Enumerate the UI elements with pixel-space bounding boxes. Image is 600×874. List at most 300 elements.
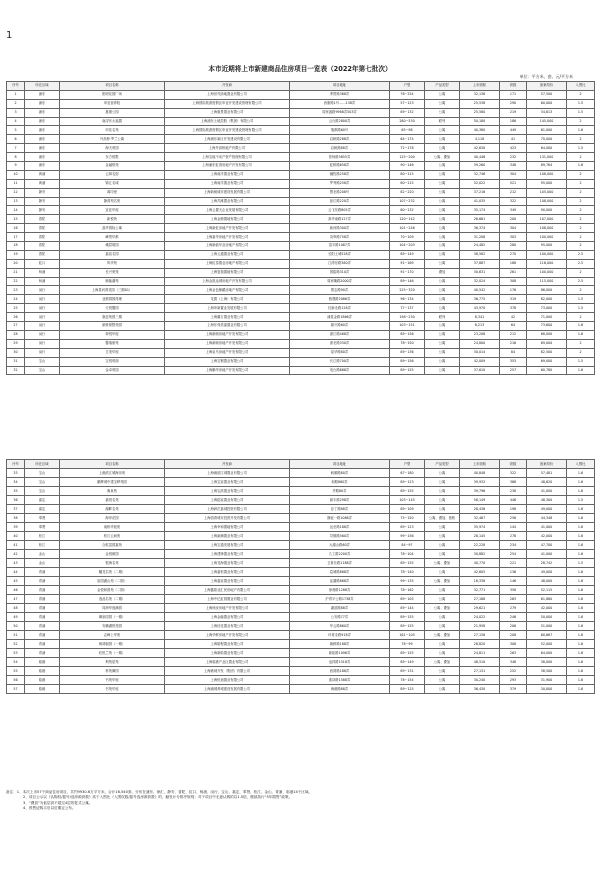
column-header: 备案均价 — [527, 82, 567, 91]
table-cell: 120~142 — [390, 215, 425, 224]
table-cell: 31,208 — [460, 233, 500, 242]
table-row — [7, 676, 595, 685]
table-cell: 42 — [7, 550, 25, 559]
table-cell: 279 — [500, 604, 527, 613]
table-cell: 黄浦 — [25, 179, 60, 188]
table-cell: 青浦 — [25, 640, 60, 649]
table-cell: 73,000 — [527, 304, 567, 313]
table-cell: 1.6 — [567, 162, 595, 171]
table-cell: 90~146 — [390, 162, 425, 171]
table-cell: 上海新能华业房地产有限公司 — [165, 242, 290, 251]
table-cell: 1.6 — [567, 640, 595, 649]
table-cell: 岚皋路758弄 — [290, 233, 390, 242]
table-cell: 杨浦 — [25, 277, 60, 286]
table-cell: 上海金鼎置地有限公司 — [165, 215, 290, 224]
table-cell: 1.6 — [567, 631, 595, 640]
table-cell: 公寓 — [425, 224, 460, 233]
table-cell: 公寓 — [425, 295, 460, 304]
table-cell: 松江 — [25, 541, 60, 550]
table-cell: 青浦 — [25, 595, 60, 604]
table-cell: 108,000 — [527, 197, 567, 206]
table-cell: 2 — [567, 224, 595, 233]
table-cell: 89~155 — [390, 366, 425, 375]
table-cell: 1.6 — [567, 322, 595, 331]
table-cell: 科苑御园 — [60, 667, 165, 676]
table-cell: 龙置（上海）有限公司 — [165, 295, 290, 304]
table-cell: 10 — [7, 170, 25, 179]
table-cell: 上海国际旅游度假区申亚开发建设管理有限公司 — [165, 99, 290, 108]
table-row — [7, 649, 595, 658]
table-cell: 34,613 — [527, 108, 567, 117]
table-cell: 上海嘉宸置业有限公司 — [165, 577, 290, 586]
table-cell: 40,380 — [460, 126, 500, 135]
table-cell: 天悦馨园 — [60, 304, 165, 313]
table-cell: 普陀 — [25, 250, 60, 259]
table-cell: 上海世茂绿地置业有限公司 — [165, 90, 290, 99]
table-cell: 上海星河湾花园（三期01） — [60, 286, 165, 295]
column-header: 开发商 — [165, 460, 290, 469]
table-cell: 东方悦墅 — [60, 153, 165, 162]
table-cell: 4 — [7, 117, 25, 126]
table-row — [7, 144, 595, 153]
table-cell: 2 — [567, 188, 595, 197]
table-cell: 云林名邸 — [60, 170, 165, 179]
table-cell: 78~150 — [390, 339, 425, 348]
table-cell: 24,800 — [460, 339, 500, 348]
table-cell: 公寓 — [425, 685, 460, 694]
table-cell: 29 — [7, 339, 25, 348]
table-cell: 86,000 — [527, 286, 567, 295]
table-cell: 24,022 — [460, 613, 500, 622]
table-cell: 37,610 — [460, 366, 500, 375]
table-cell: 1.5 — [567, 559, 595, 568]
table-row — [7, 631, 595, 640]
table-cell: 36 — [7, 496, 25, 505]
table-cell: 234 — [500, 541, 527, 550]
column-header: 户型 — [390, 82, 425, 91]
table-cell: 临港 — [25, 658, 60, 667]
table-cell: 35,974 — [460, 523, 500, 532]
table-cell: 南桥华庭苑 — [60, 523, 165, 532]
table-cell: 270 — [500, 250, 527, 259]
table-cell: 42,009 — [460, 357, 500, 366]
table-cell: 海港路88弄 — [290, 685, 390, 694]
table-cell: 罗秀路258弄 — [290, 179, 390, 188]
table-cell: 64,000 — [527, 649, 567, 658]
table-cell: 58,149 — [460, 496, 500, 505]
table-cell: 33 — [7, 469, 25, 478]
table-cell: 78~140 — [390, 568, 425, 577]
table-cell: 31 — [7, 357, 25, 366]
table-cell: 大湖山路60弄 — [290, 541, 390, 550]
table-cell: 41 — [7, 541, 25, 550]
table-cell: 2 — [567, 313, 595, 322]
table-cell: 公寓 — [425, 135, 460, 144]
table-cell: 89~131 — [390, 667, 425, 676]
table-cell: 7 — [7, 144, 25, 153]
table-cell: 宸园湖山苑（二期） — [60, 577, 165, 586]
table-cell: 27,188 — [460, 595, 500, 604]
table-row — [7, 153, 595, 162]
table-cell: 浦东 — [25, 126, 60, 135]
table-cell: 32,136 — [460, 90, 500, 99]
table-cell: 42,605 — [460, 568, 500, 577]
table-cell: 公寓 — [425, 90, 460, 99]
table-cell: 89~155 — [390, 559, 425, 568]
table-cell: 临港 — [25, 685, 60, 694]
table-cell: 申亚营养院 — [60, 99, 165, 108]
table-cell: 1.6 — [567, 676, 595, 685]
table-cell: 41 — [500, 135, 527, 144]
table-cell: 1.6 — [567, 649, 595, 658]
column-header: 产品类型 — [425, 82, 460, 91]
table-cell: 2 — [7, 99, 25, 108]
table-cell: 188 — [500, 259, 527, 268]
table-cell: 1.6 — [567, 595, 595, 604]
table-cell: 公寓、叠加 — [425, 631, 460, 640]
table-cell: 公寓 — [425, 108, 460, 117]
table-cell: 2.5 — [567, 277, 595, 286]
table-cell: 湖畔名苑 — [60, 505, 165, 514]
table-cell: 周家渡路9988弄503弄 — [290, 108, 390, 117]
table-cell: 108,000 — [527, 170, 567, 179]
table-cell: 15 — [7, 215, 25, 224]
table-cell: 和路860弄 — [290, 478, 390, 487]
table-row — [7, 487, 595, 496]
table-cell: 2 — [567, 268, 595, 277]
table-cell: 1.6 — [567, 577, 595, 586]
unit-note: 单位：平方米、套、元/平方米 — [519, 74, 573, 79]
table-cell: 启帆路288弄 — [290, 135, 390, 144]
table-cell: 22,228 — [460, 541, 500, 550]
table-cell: 2 — [567, 170, 595, 179]
table-cell: 30,882 — [460, 550, 500, 559]
table-cell: 嘉定 — [25, 496, 60, 505]
table-cell: 青浦 — [25, 631, 60, 640]
table-cell: 89~149 — [390, 250, 425, 259]
table-cell: 青浦 — [25, 577, 60, 586]
table-cell: 上海惠景置业有限公司 — [165, 108, 290, 117]
table-row — [7, 532, 595, 541]
page-number: 1 — [6, 30, 13, 41]
table-cell: 13 — [7, 197, 25, 206]
table-cell: 上海宝钢置业有限公司 — [165, 357, 290, 366]
table-cell: 108,000 — [527, 224, 567, 233]
table-cell: 公寓 — [425, 586, 460, 595]
table-cell: 100,000 — [527, 250, 567, 259]
table-cell: 国铭路310弄 — [290, 268, 390, 277]
table-cell: 254 — [500, 550, 527, 559]
column-header: 序号 — [7, 82, 25, 91]
table-row — [7, 330, 595, 339]
table-cell: 146 — [500, 577, 527, 586]
table-cell: 17 — [7, 233, 25, 242]
table-cell: 80~115 — [390, 179, 425, 188]
table-cell: 2 — [567, 348, 595, 357]
column-header: 备案均价 — [527, 460, 567, 469]
table-cell: 宜佳华庭 — [60, 206, 165, 215]
table-cell: 1.6 — [567, 532, 595, 541]
table-row — [7, 295, 595, 304]
table-row — [7, 268, 595, 277]
table-cell: 77~137 — [390, 304, 425, 313]
table-cell: 新悦苑 — [60, 215, 165, 224]
table-cell: 246 — [500, 613, 527, 622]
table-cell: 37,216 — [460, 188, 500, 197]
table-cell: 奉贤 — [25, 523, 60, 532]
table-cell: 公寓 — [425, 188, 460, 197]
table-cell: 293 — [500, 676, 527, 685]
table-cell: 53 — [7, 649, 25, 658]
table-cell: 70~109 — [390, 233, 425, 242]
table-cell: 志峰上华苑 — [60, 631, 165, 640]
table-cell: 松江 — [25, 532, 60, 541]
table-cell: 16 — [7, 224, 25, 233]
table-row — [7, 505, 595, 514]
table-cell: 星华路80弄 — [290, 348, 390, 357]
table-cell: 虹桥路658弄 — [290, 162, 390, 171]
table-cell: 书苑华庭 — [60, 676, 165, 685]
table-cell: 14 — [7, 206, 25, 215]
table-cell: 89~123 — [390, 523, 425, 532]
table-row — [7, 135, 595, 144]
table-cell: 公寓 — [425, 126, 460, 135]
table-cell: 26,661 — [460, 215, 500, 224]
table-cell: 浦东 — [25, 99, 60, 108]
table-cell: 56 — [7, 676, 25, 685]
table-cell: 上海幸和置地有限公司 — [165, 523, 290, 532]
table-cell: 89~105 — [390, 595, 425, 604]
table-cell: 36,374 — [460, 224, 500, 233]
table-cell: 95,000 — [527, 242, 567, 251]
table-cell: 公寓 — [425, 469, 460, 478]
table-cell: 蟠龙名苑（二期） — [60, 568, 165, 577]
table-cell: 上海金色鼎藏房地产有限公司 — [165, 286, 290, 295]
table-cell: 公寓 — [425, 640, 460, 649]
table-cell: 上海东苑美嘉置业有限公司 — [165, 322, 290, 331]
table-cell: 54 — [7, 658, 25, 667]
table-cell: 浦东 — [25, 108, 60, 117]
table-row — [7, 604, 595, 613]
table-cell: 浙江路468弄 — [290, 330, 390, 339]
table-row — [7, 242, 595, 251]
table-cell: 上海云置天企业发展有限公司 — [165, 206, 290, 215]
table-cell: 11 — [7, 179, 25, 188]
table-cell: 101~246 — [390, 224, 425, 233]
table-cell: 290 — [500, 99, 527, 108]
table-cell: 2 — [567, 286, 595, 295]
table-cell: 24,482 — [460, 242, 500, 251]
table-row — [7, 577, 595, 586]
table-cell: 晶华园际公寓 — [60, 224, 165, 233]
table-cell: 89~146 — [390, 277, 425, 286]
table-cell: 60,780 — [527, 366, 567, 375]
table-cell: 18,338 — [460, 577, 500, 586]
table-cell: 107~232 — [390, 197, 425, 206]
table-cell: 2 — [567, 233, 595, 242]
table-cell: 30,240 — [460, 676, 500, 685]
table-cell: 42,000 — [527, 604, 567, 613]
table-cell: 186 — [500, 117, 527, 126]
table-cell: 淘泉苑 — [60, 487, 165, 496]
table-cell: 27,158 — [460, 631, 500, 640]
table-cell: 115,000 — [527, 277, 567, 286]
table-cell: 198~230 — [390, 313, 425, 322]
table-cell: 骊牧路258弄 — [290, 170, 390, 179]
table-cell: 25,538 — [460, 99, 500, 108]
table-row — [7, 667, 595, 676]
table-cell: 45 — [7, 577, 25, 586]
table-cell: 2.5 — [567, 259, 595, 268]
table-row — [7, 179, 595, 188]
table-cell: 公寓 — [425, 206, 460, 215]
table-cell: 瑞都路60号 — [290, 126, 390, 135]
table-cell: 198 — [500, 505, 527, 514]
table-cell: 闵行 — [25, 313, 60, 322]
table-cell: 2 — [567, 242, 595, 251]
table-cell: 杨浦 — [25, 268, 60, 277]
table-cell: 104~203 — [390, 242, 425, 251]
table-cell: 89~109 — [390, 505, 425, 514]
table-cell: 上海新颐房地产开发有限公司 — [165, 339, 290, 348]
table-cell: 348 — [500, 162, 527, 171]
table-cell: 105,000 — [527, 188, 567, 197]
table-cell: 82,000 — [527, 295, 567, 304]
table-cell: 103~151 — [390, 322, 425, 331]
table-cell: 2 — [567, 206, 595, 215]
table-cell: 176 — [500, 286, 527, 295]
table-cell: 69,000 — [527, 357, 567, 366]
table-cell: 公寓 — [425, 523, 460, 532]
table-cell: 上海临港产业区置业有限公司 — [165, 658, 290, 667]
table-cell: 上海宝通发展有限公司 — [165, 541, 290, 550]
table-cell: 55 — [7, 667, 25, 676]
table-cell: 公寓 — [425, 144, 460, 153]
table-cell: 39 — [7, 523, 25, 532]
table-cell: 公寓 — [425, 322, 460, 331]
table-cell: 25 — [7, 304, 25, 313]
table-cell: 金卓苑园 — [60, 366, 165, 375]
table-row — [7, 658, 595, 667]
table-cell: 存丁路88弄 — [290, 505, 390, 514]
table-cell: 江湾东路380弄 — [290, 259, 390, 268]
table-cell: 44 — [7, 568, 25, 577]
table-cell: 280 — [500, 242, 527, 251]
table-cell: 89~155 — [390, 649, 425, 658]
table-cell: 上海新皓置业有限公司 — [165, 649, 290, 658]
table-cell: 翠悦华庭 — [60, 330, 165, 339]
table-cell: 宝山 — [25, 469, 60, 478]
table-cell: 28,436 — [460, 505, 500, 514]
table-cell: 上海金融置业有限公司 — [165, 613, 290, 622]
table-cell: 西康路1号……138弄 — [290, 99, 390, 108]
table-cell: 瓶观路2086弄 — [290, 295, 390, 304]
table-cell: 合乾富园嘉苑 — [60, 541, 165, 550]
table-row — [7, 478, 595, 487]
table-cell: 青浦 — [25, 613, 60, 622]
table-cell: 51,000 — [527, 622, 567, 631]
header-row — [7, 460, 595, 469]
table-cell: 304 — [500, 224, 527, 233]
table-cell: 导德路560弄 — [290, 532, 390, 541]
table-row — [7, 90, 595, 99]
table-cell: 30,014 — [460, 348, 500, 357]
table-cell: 145,000 — [527, 117, 567, 126]
table-cell: 24 — [7, 295, 25, 304]
table-row — [7, 586, 595, 595]
table-cell: 富平路1087弄 — [290, 242, 390, 251]
table-cell: 公寓、叠加 — [425, 577, 460, 586]
table-cell: 89,784 — [527, 162, 567, 171]
table-cell: 1.6 — [567, 622, 595, 631]
table-cell: 20 — [7, 259, 25, 268]
table-cell: 40 — [7, 532, 25, 541]
table-cell: 349 — [500, 206, 527, 215]
notes-section — [6, 790, 591, 812]
table-cell: 89~155 — [390, 622, 425, 631]
table-cell: 徐巷路1288弄 — [290, 586, 390, 595]
table-cell: 78~162 — [390, 586, 425, 595]
table-cell: 阳明花园广场 — [60, 90, 165, 99]
table-row — [7, 322, 595, 331]
table-cell: 82~220 — [390, 188, 425, 197]
table-cell: 252 — [500, 667, 527, 676]
table-cell: 亭路80弄 — [290, 487, 390, 496]
table-cell: 慧北路208号 — [290, 188, 390, 197]
table-cell: 启帆路88弄 — [290, 144, 390, 153]
table-cell: 64,000 — [527, 144, 567, 153]
table-cell: 公寓 — [425, 505, 460, 514]
table-row — [7, 348, 595, 357]
table-cell: 1.6 — [567, 469, 595, 478]
table-cell: 1.6 — [567, 505, 595, 514]
table-cell: 41,035 — [460, 197, 500, 206]
table-cell: 云台路2800弄 — [290, 117, 390, 126]
table-cell: 1.6 — [567, 514, 595, 523]
table-cell: 304 — [500, 170, 527, 179]
table-cell: 303 — [500, 233, 527, 242]
table-cell: 2 — [567, 179, 595, 188]
table-cell: 1.6 — [567, 126, 595, 135]
table-cell: 75~150 — [390, 514, 425, 523]
table-cell: 39,260 — [460, 162, 500, 171]
table-cell: 公寓 — [425, 478, 460, 487]
table-cell: 静安 — [25, 197, 60, 206]
table-cell: 宝山 — [25, 366, 60, 375]
table-row — [7, 550, 595, 559]
table-cell: 上海金凯达城房地产开发有限公司 — [165, 277, 290, 286]
table-cell: 2 — [567, 197, 595, 206]
table-row — [7, 108, 595, 117]
table-cell: 金融悦苑 — [60, 162, 165, 171]
table-cell: 40,542 — [460, 286, 500, 295]
table-cell: 西湾路188弄 — [290, 667, 390, 676]
table-cell: 公寓 — [425, 622, 460, 631]
table-cell: 1.6 — [567, 613, 595, 622]
table-cell: 232 — [500, 153, 527, 162]
column-header: 上市面积 — [460, 82, 500, 91]
table-cell: 公寓、叠加 — [425, 658, 460, 667]
table-cell: 57,500 — [527, 90, 567, 99]
table-cell: 38 — [7, 514, 25, 523]
table-cell: 华云路860弄 — [290, 622, 390, 631]
table-cell: 上海鑫基业汇民房地产有限公司 — [165, 586, 290, 595]
column-header: 入围比 — [567, 460, 595, 469]
table-cell: 普陀 — [25, 215, 60, 224]
table-cell: 上海嘉恒置业有限公司 — [165, 568, 290, 577]
table-cell: 322 — [500, 469, 527, 478]
table-row — [7, 99, 595, 108]
